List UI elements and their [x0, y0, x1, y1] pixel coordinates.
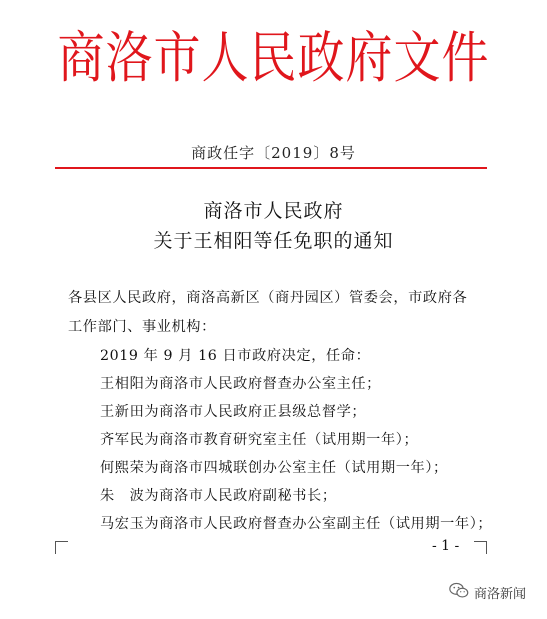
appointment-item: 何熙荣为商洛市四城联创办公室主任（试用期一年）；: [100, 460, 448, 476]
crop-mark-left: [55, 541, 68, 554]
appointment-item: 王新田为商洛市人民政府正县级总督学；: [100, 404, 367, 420]
notice-title-line2: 关于王相阳等任免职的通知: [153, 230, 394, 252]
wechat-icon: [449, 582, 469, 603]
address-line2: 工作部门、事业机构：: [68, 319, 216, 335]
watermark-label: 商洛新闻: [474, 586, 527, 602]
appointment-item: 王相阳为商洛市人民政府督查办公室主任；: [100, 376, 381, 392]
decision-line: 2019 年 9 月 16 日市政府决定，任命：: [100, 348, 371, 364]
appointment-item: 朱 波为商洛市人民政府副秘书长；: [100, 488, 337, 504]
masthead-title: 商洛市人民政府文件: [57, 26, 490, 92]
address-line1: 各县区人民政府，商洛高新区（商丹园区）管委会，市政府各: [68, 290, 468, 306]
appointment-item: 齐军民为商洛市教育研究室主任（试用期一年）；: [100, 432, 419, 448]
crop-mark-right: [474, 541, 487, 554]
notice-title-line1: 商洛市人民政府: [203, 200, 344, 222]
appointment-item: 马宏玉为商洛市人民政府督查办公室副主任（试用期一年）；: [100, 516, 493, 532]
document-number: 商政任字〔2019〕8号: [191, 144, 356, 162]
red-divider: [55, 167, 487, 169]
source-watermark: [449, 582, 526, 602]
page-number: - 1 -: [432, 538, 460, 554]
